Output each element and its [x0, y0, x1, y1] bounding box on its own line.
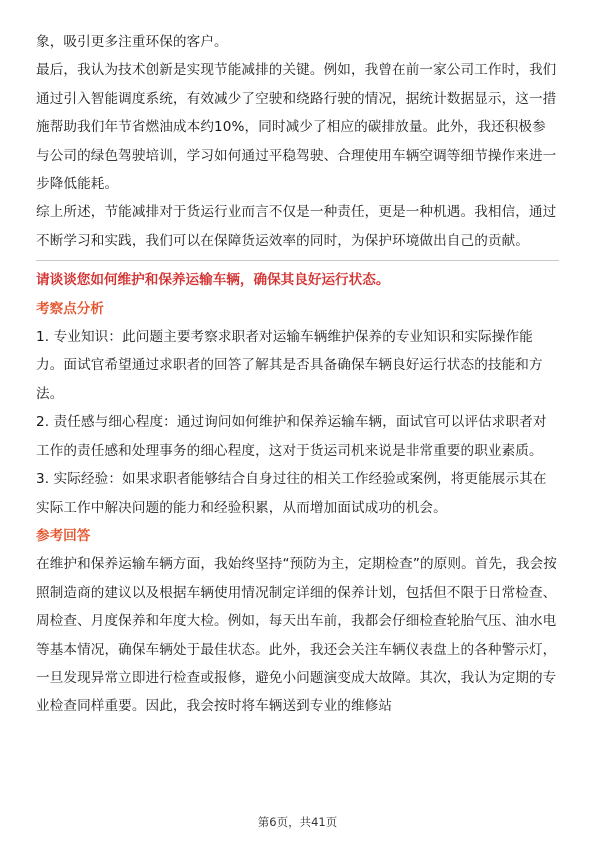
section-divider: [36, 260, 559, 261]
analysis-point-3: 3. 实际经验：如果求职者能够结合自身过往的相关工作经验或案例，将更能展示其在实际工作中解决问题的能力和经验积累，从而增加面试成功的机会。: [36, 471, 547, 516]
analysis-point-1: 1. 专业知识：此问题主要考察求职者对运输车辆维护保养的专业知识和实际操作能力。面试官希望通过求职者的回答了解其是否具备确保车辆良好运行状态的技能和方法。: [36, 329, 543, 402]
analysis-heading: 考察点分析: [36, 300, 104, 317]
page-number-footer: 第6页，共41页: [257, 815, 338, 829]
answer-paragraph: 在维护和保养运输车辆方面，我始终坚持“预防为主，定期检查”的原则。首先，我会按照制造商的建议以及根据车辆使用情况制定详细的保养计划，包括但不限于日常检查、周检查、月度保养和年度大检。例如，每天出车前，我都会仔细检查轮胎气压、油水电等基本情况，确保车辆处于最佳状态。此外，我还会关注车辆仪表盘上的各种警示灯，一旦发现异常立即进行检查或报修，避免小问题演变成大故障。其次，我认为定期的专业检查同样重要。因此，我会按时将车辆送到专业的维修站: [36, 556, 557, 715]
interview-question: 请谈谈您如何维护和保养运输车辆，确保其良好运行状态。: [36, 272, 390, 289]
analysis-point-2: 2. 责任感与细心程度：通过询问如何维护和保养运输车辆，面试官可以评估求职者对工作的责任感和处理事务的细心程度，这对于货运司机来说是非常重要的职业素质。: [36, 414, 547, 459]
intro-paragraph-1: 象，吸引更多注重环保的客户。: [36, 34, 228, 50]
answer-heading: 参考回答: [36, 527, 91, 544]
page-content: [36, 28, 559, 721]
intro-paragraph-3: 综上所述，节能减排对于货运行业而言不仅是一种责任，更是一种机遇。我相信，通过不断学习和实践，我们可以在保障货运效率的同时，为保护环境做出自己的贡献。: [36, 204, 557, 249]
intro-paragraph-2: 最后，我认为技术创新是实现节能减排的关键。例如，我曾在前一家公司工作时，我们通过引入智能调度系统，有效减少了空驶和绕路行驶的情况，据统计数据显示，这一措施帮助我们年节省燃油成本约10%，同时减少了相应的碳排放量。此外，我还积极参与公司的绿色驾驶培训，学习如何通过平稳驾驶、合理使用车辆空调等细节操作来进一步降低能耗。: [36, 62, 557, 193]
